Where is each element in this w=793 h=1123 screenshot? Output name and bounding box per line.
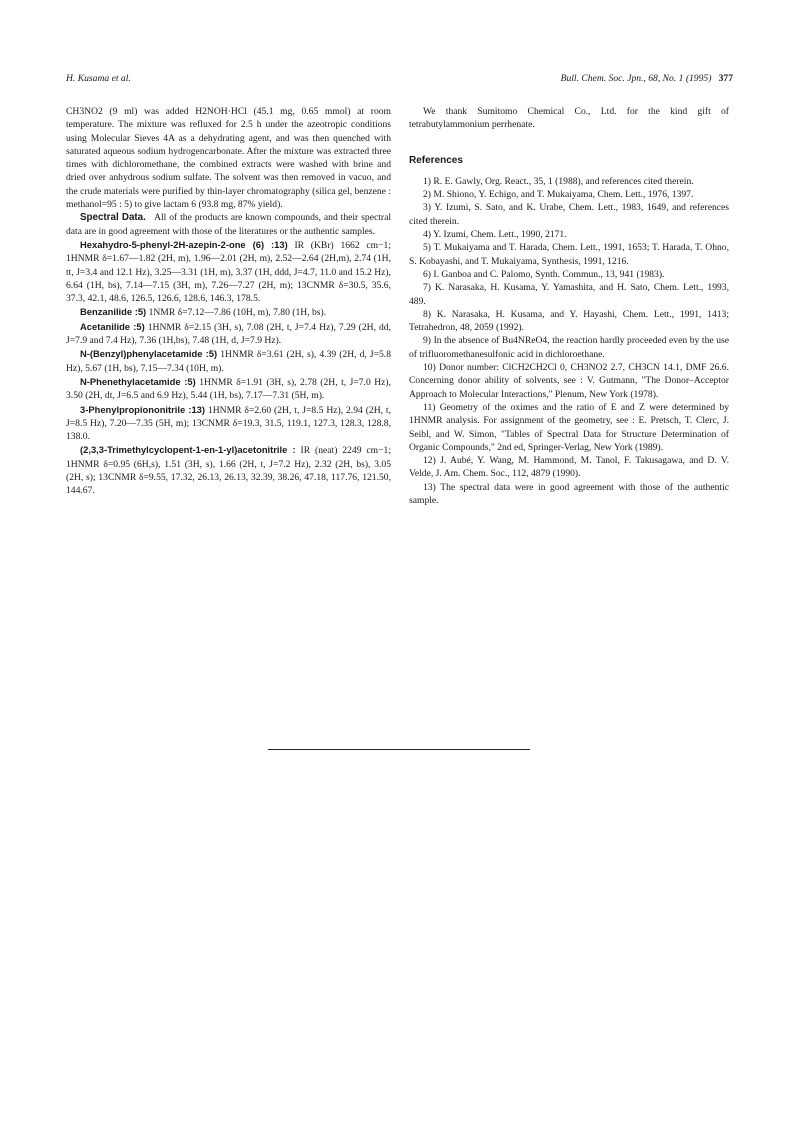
reference-item: 2) M. Shiono, Y. Echigo, and T. Mukaiyama, Chem. Lett., 1976, 1397. <box>423 189 694 201</box>
reference-item: 8) K. Narasaka, H. Kusama, and Y. Hayashi, Chem. Lett., 1991, 1413; Tetrahedron, 48, 2059 (1992). <box>409 308 729 334</box>
compound-entry <box>66 347 391 375</box>
compound-name: N-(Benzyl)phenylacetamide :5) <box>80 348 218 360</box>
left-column <box>66 105 391 498</box>
reference-item: 9) In the absence of Bu4NReO4, the reaction hardly proceeded even by the use of trifluoromethanesulfonic acid in dichloroethane. <box>409 335 729 360</box>
compound-data: IR (KBr) 1662 cm−1; 1HNMR δ=1.67—1.82 (2H, m), 1.96—2.01 (2H, m), 2.52—2.64 (2H,m), 2.74 (1H, tt, J=3.4 and 12.1 Hz), 3.25—3.31 (1H, m), 3.37 (1H, ddd, J=4.7, 11.0 and 15.2 Hz), 6.64 (1H, bs), 7.14—7.15 (3H, m), 7.26—7.27 (2H, m); 13CNMR δ=30.5, 35.6, 37.3, 42.1, 48.6, 126.5, 126.6, 128.6, 146.3, 178.5. <box>66 239 391 305</box>
procedure-paragraph: CH3NO2 (9 ml) was added H2NOH·HCl (45.1 mg, 0.65 mmol) at room temperature. The mixture was refluxed for 2.5 h under the azeotropic conditions using Molecular Sieves 4A as a dehydrating agent, and was then quenched with saturated aqueous sodium hydrogencarbonate. After the mixture was extracted three times with dichloromethane, the combined extracts were washed with brine and dried over anhydrous sodium sulfate. The solvent was then removed in vacuo, and the crude materials were purified by thin-layer chromatography (silica gel, benzene : methanol=95 : 5) to give lactam 6 (93.8 mg, 87% yield). <box>66 106 391 211</box>
reference-item: 3) Y. Izumi, S. Sato, and K. Urabe, Chem. Lett., 1983, 1649, and references cited therein. <box>409 202 729 227</box>
references-heading: References <box>409 154 463 166</box>
end-rule <box>268 749 530 750</box>
compound-data: 1HNMR δ=3.61 (2H, s), 4.39 (2H, d, J=5.8 Hz), 5.67 (1H, bs), 7.15—7.34 (10H, m). <box>66 349 391 374</box>
compound-entry <box>66 238 391 305</box>
compound-entry <box>66 403 391 444</box>
header-journal: Bull. Chem. Soc. Jpn., 68, No. 1 (1995) <box>560 73 712 84</box>
running-header <box>66 73 733 87</box>
compound-entry <box>66 320 391 348</box>
compound-data: 1HNMR δ=2.15 (3H, s), 7.08 (2H, t, J=7.4 Hz), 7.29 (2H, dd, J=7.9 and 7.4 Hz), 7.36 (1H,bs), 7.48 (1H, d, J=7.9 Hz). <box>66 321 391 347</box>
reference-item: 5) T. Mukaiyama and T. Harada, Chem. Lett., 1991, 1653; T. Harada, T. Ohno, S. Kobayashi, and T. Mukaiyama, Synthesis, 1991, 1216. <box>409 242 729 267</box>
compound-data: 1HNMR δ=2.60 (2H, t, J=8.5 Hz), 2.94 (2H, t, J=8.5 Hz), 7.20—7.35 (5H, m); 13CNMR δ=19.3, 31.5, 119.1, 127.3, 128.3, 128.8, 138.0. <box>66 404 391 443</box>
compound-name: Acetanilide :5) <box>80 320 145 332</box>
compound-entry <box>66 305 391 319</box>
acknowledgement: We thank Sumitomo Chemical Co., Ltd. for the kind gift of tetrabutylammonium perrhenate. <box>409 106 729 131</box>
reference-item: 13) The spectral data were in good agreement with those of the authentic sample. <box>409 481 729 507</box>
reference-item: 11) Geometry of the oximes and the ratio of E and Z were determined by 1HNMR analysis. For assignment of the geometry, see : E. Pretsch, T. Clerc, J. Seibl, and W. Simon, "Tables of Spectral Data for Structure Determination of Organic Compounds," 2nd ed, Springer-Verlag, New York (1989). <box>409 401 729 453</box>
compound-entry <box>66 443 391 497</box>
reference-item: 1) R. E. Gawly, Org. React., 35, 1 (1988), and references cited therein. <box>423 175 694 187</box>
compound-name: (2,3,3-Trimethylcyclopent-1-en-1-yl)acetonitrile : <box>80 444 296 456</box>
spectral-data-intro: All of the products are known compounds, and their spectral data are in good agreement with those of the literatures or the authentic samples. <box>66 212 391 237</box>
compound-data: 1NMR δ=7.12—7.86 (10H, m), 7.80 (1H, bs). <box>148 307 327 319</box>
compound-data: IR (neat) 2249 cm−1; 1HNMR δ=0.95 (6H,s), 1.51 (3H, s), 1.66 (2H, t, J=7.2 Hz), 2.32 (2H, bs), 3.05 (2H, s); 13CNMR δ=9.55, 17.32, 26.13, 26.13, 32.39, 38.26, 47.18, 117.76, 121.50, 144.67. <box>66 445 391 497</box>
header-journal-page <box>561 73 733 84</box>
right-column <box>409 105 729 507</box>
header-authors: H. Kusama et al. <box>66 73 131 84</box>
reference-item: 10) Donor number: ClCH2CH2Cl 0, CH3NO2 2.7, CH3CN 14.1, DMF 26.6. Concerning donor ability of solvents, see : V. Gutmann, "The Donor–Acceptor Approach to Molecular Interactions," Plenum, New York (1978). <box>409 362 729 400</box>
reference-item: 7) K. Narasaka, H. Kusama, Y. Yamashita, and H. Sato, Chem. Lett., 1993, 489. <box>409 282 729 307</box>
compound-data: 1HNMR δ=1.91 (3H, s), 2.78 (2H, t, J=7.0 Hz), 3.50 (2H, dt, J=6.5 and 6.9 Hz), 5.44 (1H, bs), 7.17—7.31 (5H, m). <box>66 376 391 402</box>
reference-item: 4) Y. Izumi, Chem. Lett., 1990, 2171. <box>423 229 567 241</box>
spectral-data-paragraph <box>66 211 391 238</box>
compound-name: Hexahydro-5-phenyl-2H-azepin-2-one (6) :13) <box>80 238 288 250</box>
reference-item: 6) I. Ganboa and C. Palomo, Synth. Commun., 13, 941 (1983). <box>423 268 665 280</box>
compound-name: N-Phenethylacetamide :5) <box>80 375 196 387</box>
compound-entry <box>66 375 391 403</box>
compound-name: 3-Phenylpropiononitrile :13) <box>80 403 206 415</box>
spectral-data-heading: Spectral Data. <box>80 212 146 224</box>
compound-name: Benzanilide :5) <box>80 306 147 318</box>
header-page-number: 377 <box>718 73 733 84</box>
reference-item: 12) J. Aubé, Y. Wang, M. Hammond, M. Tanol, F. Takusagawa, and D. V. Velde, J. Am. Chem. Soc., 112, 4879 (1990). <box>409 455 729 480</box>
